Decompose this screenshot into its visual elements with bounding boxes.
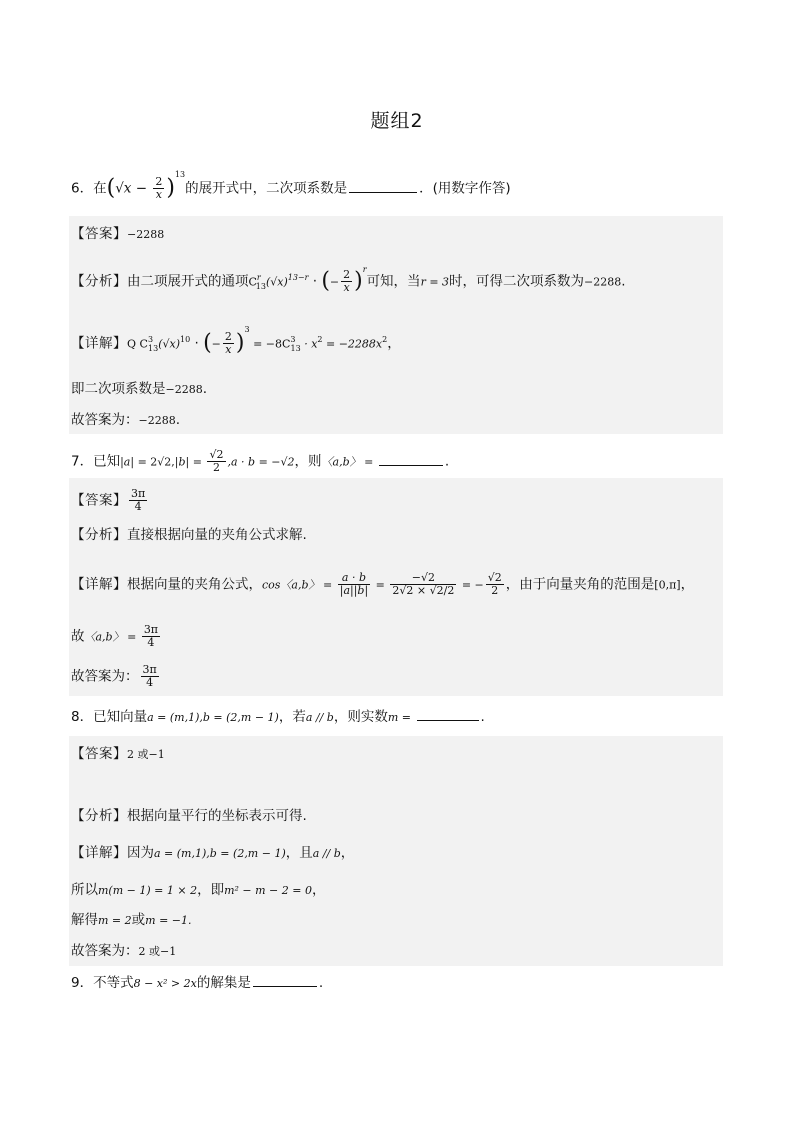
q6-line-2: 即二次项系数是−2288. [71, 381, 208, 397]
q6-stem: 6．在(√x − $\frac{2}{x}$ )$^{13}$的展开式中，二次项系数是 ．(用数字作答) [71, 170, 511, 201]
q7-stem: 7．已知|a| = 2√2,|b| = $\frac{√2}{2}$ ,a · b = −√2，则〈a,b〉 = . [71, 448, 450, 474]
q8-analysis: 【分析】根据向量平行的坐标表示可得. [71, 808, 307, 824]
q6-detail: 【详解】Q $C^3_{13}(√x)^{10}$ · (− $\frac{2}{x}$ )$^3 = -8C^3_{13} \cdot x^2 = -2288x^2$， [71, 325, 401, 356]
q8-answer-blank [417, 706, 479, 721]
q7-detail: 【详解】根据向量的夹角公式，cos〈a,b〉 = $\frac{a \cdot b}{|a||b|}$ = $\frac{-√2}{2√2 \times √2/2}$ = − $\frac{√2}{2}$ ，由于向量夹角的范围是[0,π]， [71, 571, 695, 597]
q8-stem: 8．已知向量a = (m,1),b = (2,m − 1)，若a // b，则实数m = . [71, 706, 485, 728]
q6-sqrt: √x [115, 180, 132, 197]
q6-fraction: $\frac{2}{x}$ [155, 175, 163, 201]
q8-line-2: 所以m(m − 1) = 1 × 2，即m² − m − 2 = 0， [71, 882, 326, 898]
q7-line-3: 故答案为： $\frac{3\pi}{4}$ [71, 663, 157, 689]
q9-stem: 9．不等式8 − x² > 2x的解集是 . [71, 972, 323, 994]
q7-answer: 【答案】 $\frac{3\pi}{4}$ [71, 487, 146, 513]
q6-answer-blank [349, 178, 417, 193]
q6-exponent: 13 [174, 170, 186, 179]
q8-detail: 【详解】因为a = (m,1),b = (2,m − 1)，且a // b， [71, 845, 355, 861]
q8-answer: 【答案】2 或−1 [71, 746, 165, 762]
q6-solution-box [69, 216, 723, 434]
q6-number: 6．在 [71, 180, 107, 197]
q6-line-3: 故答案为：−2288. [71, 412, 181, 428]
page-title: 题组2 [370, 110, 424, 132]
q8-line-3: 解得m = 2或m = −1. [71, 912, 192, 928]
q6-analysis: 【分析】由二项展开式的通项$C^r_{13}(√x)^{13-r}$ · (− $\frac{2}{x}$ )$^r$可知，当r = 3时，可得二次项系数为−2288. [71, 265, 626, 294]
q9-answer-blank [253, 972, 317, 987]
q7-answer-blank [379, 451, 443, 466]
q6-answer: 【答案】−2288 [71, 226, 165, 242]
q7-analysis: 【分析】直接根据向量的夹角公式求解. [71, 527, 307, 543]
q8-line-4: 故答案为：2 或−1 [71, 943, 177, 959]
q7-line-2: 故〈a,b〉 = $\frac{3\pi}{4}$ [71, 623, 159, 649]
